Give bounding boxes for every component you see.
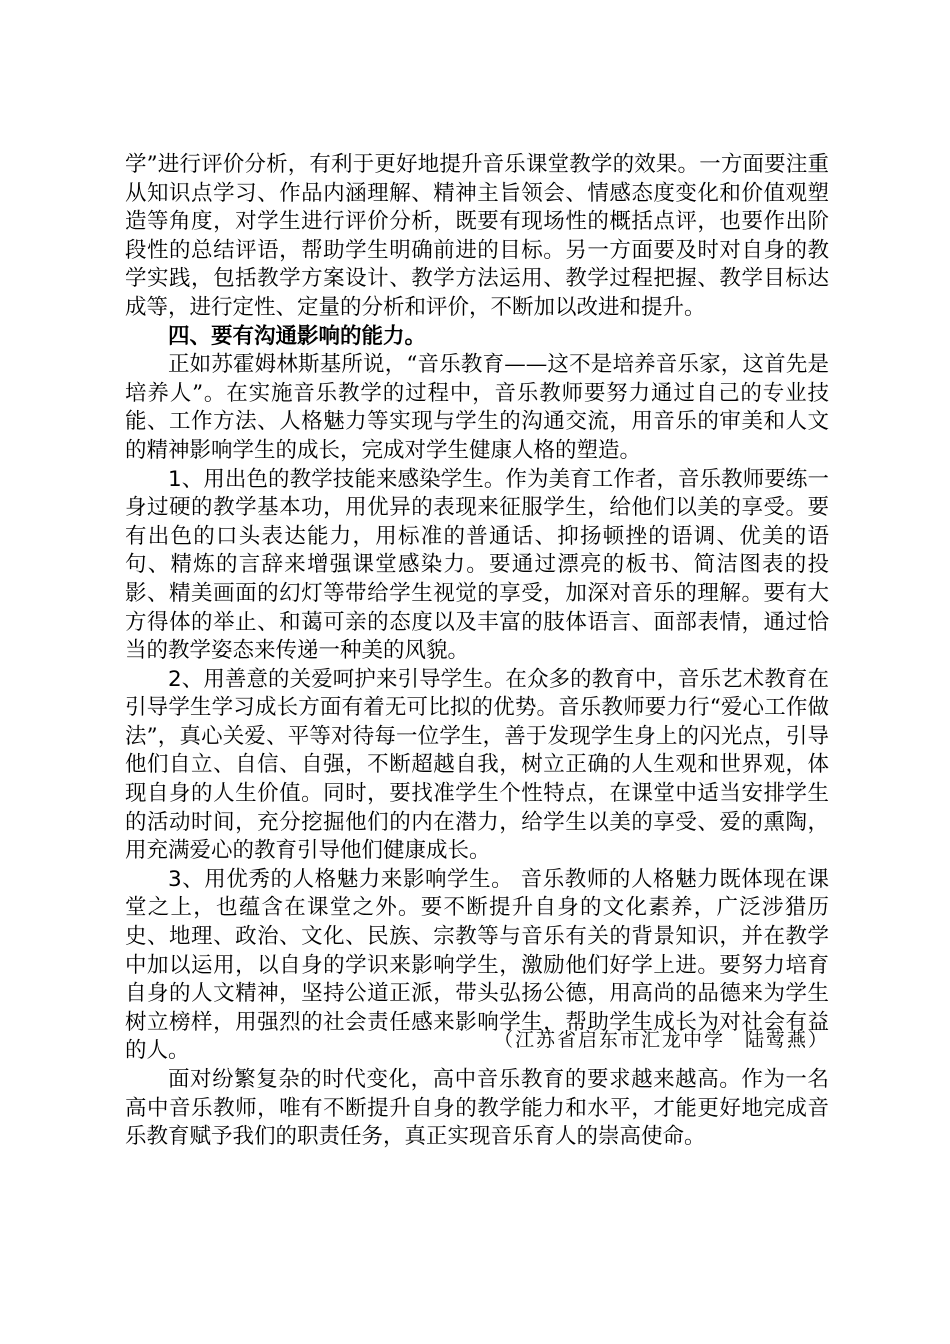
paragraph-caring-guidance-body: 在众多的教育中，音乐艺术教育在引导学生学习成长方面有着无可比拟的优势。音乐教师要力行“爱心工作做法”，真心关爱、平等对待每一位学生，善于发现学生身上的闪光点，引导他们自立、自信、自强，不断超越自我，树立正确的人生观和世界观，体现自身的人生价值。同时，要找准学生个性特点，在课堂中适当安排学生的活动时间，充分挖掘他们的内在潜力，给学生以美的享受、爱的熏陶，用充满爱心的教育引导他们健康成长。 [125, 666, 829, 864]
signature-open-paren: （ [493, 1029, 515, 1051]
section-heading-communication: 四、要有沟通影响的能力。 [168, 323, 427, 349]
signature-close-paren: ） [807, 1029, 829, 1051]
document-body [125, 151, 829, 1152]
signature-author: 陆莺燕 [744, 1029, 808, 1051]
subheading-teaching-skills: 1、用出色的教学技能来感染学生。 [168, 466, 506, 492]
subheading-caring-guidance: 2、用善意的关爱呵护来引导学生。 [168, 666, 506, 692]
author-signature [125, 1026, 829, 1054]
paragraph-sukhomlinsky-quote: 正如苏霍姆林斯基所说，“音乐教育——这不是培养音乐家，这首先是培养人”。在实施音乐教学的过程中，音乐教师要努力通过自己的专业技能、工作方法、人格魅力等实现与学生的沟通交流，用音乐的审美和人文的精神影响学生的成长，完成对学生健康人格的塑造。 [125, 352, 829, 463]
paragraph-personal-charm-body: 音乐教师的人格魅力既体现在课堂之上，也蕴含在课堂之外。要不断提升自身的文化素养，广泛涉猎历史、地理、政治、文化、民族、宗教等与音乐有关的背景知识，并在教学中加以运用，以自身的学识来影响学生，激励他们好学上进。要努力培育自身的人文精神，坚持公道正派，带头弘扬公德，用高尚的品德来为学生树立榜样，用强烈的社会责任感来影响学生，帮助学生成长为对社会有益的人。 [125, 866, 829, 1064]
subheading-personal-charm: 3、用优秀的人格魅力来影响学生。 [168, 866, 514, 892]
paragraph-teaching-skills [125, 466, 829, 666]
paragraph-conclusion: 面对纷繁复杂的时代变化，高中音乐教育的要求越来越高。作为一名高中音乐教师，唯有不断提升自身的教学能力和水平，才能更好地完成音乐教育赋予我们的职责任务，真正实现音乐育人的崇高使命。 [125, 1067, 829, 1150]
paragraph-caring-guidance [125, 666, 829, 866]
paragraph-teaching-skills-body: 作为美育工作者，音乐教师要练一身过硬的教学基本功，用优异的表现来征服学生，给他们以美的享受。要有出色的口头表达能力，用标准的普通话、抑扬顿挫的语调、优美的语句、精炼的言辞来增强课堂感染力。要通过漂亮的板书、简洁图表的投影、精美画面的幻灯等带给学生视觉的享受，加深对音乐的理解。要有大方得体的举止、和蔼可亲的态度以及丰富的肢体语言、面部表情，通过恰当的教学姿态来传递一种美的风貌。 [125, 466, 829, 664]
paragraph-evaluation-continued: 学”进行评价分析，有利于更好地提升音乐课堂教学的效果。一方面要注重从知识点学习、作品内涵理解、精神主旨领会、情感态度变化和价值观塑造等角度，对学生进行评价分析，既要有现场性的概括点评，也要作出阶段性的总结评语，帮助学生明确前进的目标。另一方面要及时对自身的教学实践，包括教学方案设计、教学方法运用、教学过程把握、教学目标达成等，进行定性、定量的分析和评价，不断加以改进和提升。 [125, 152, 829, 320]
signature-school: 江苏省启东市汇龙中学 [514, 1029, 725, 1051]
